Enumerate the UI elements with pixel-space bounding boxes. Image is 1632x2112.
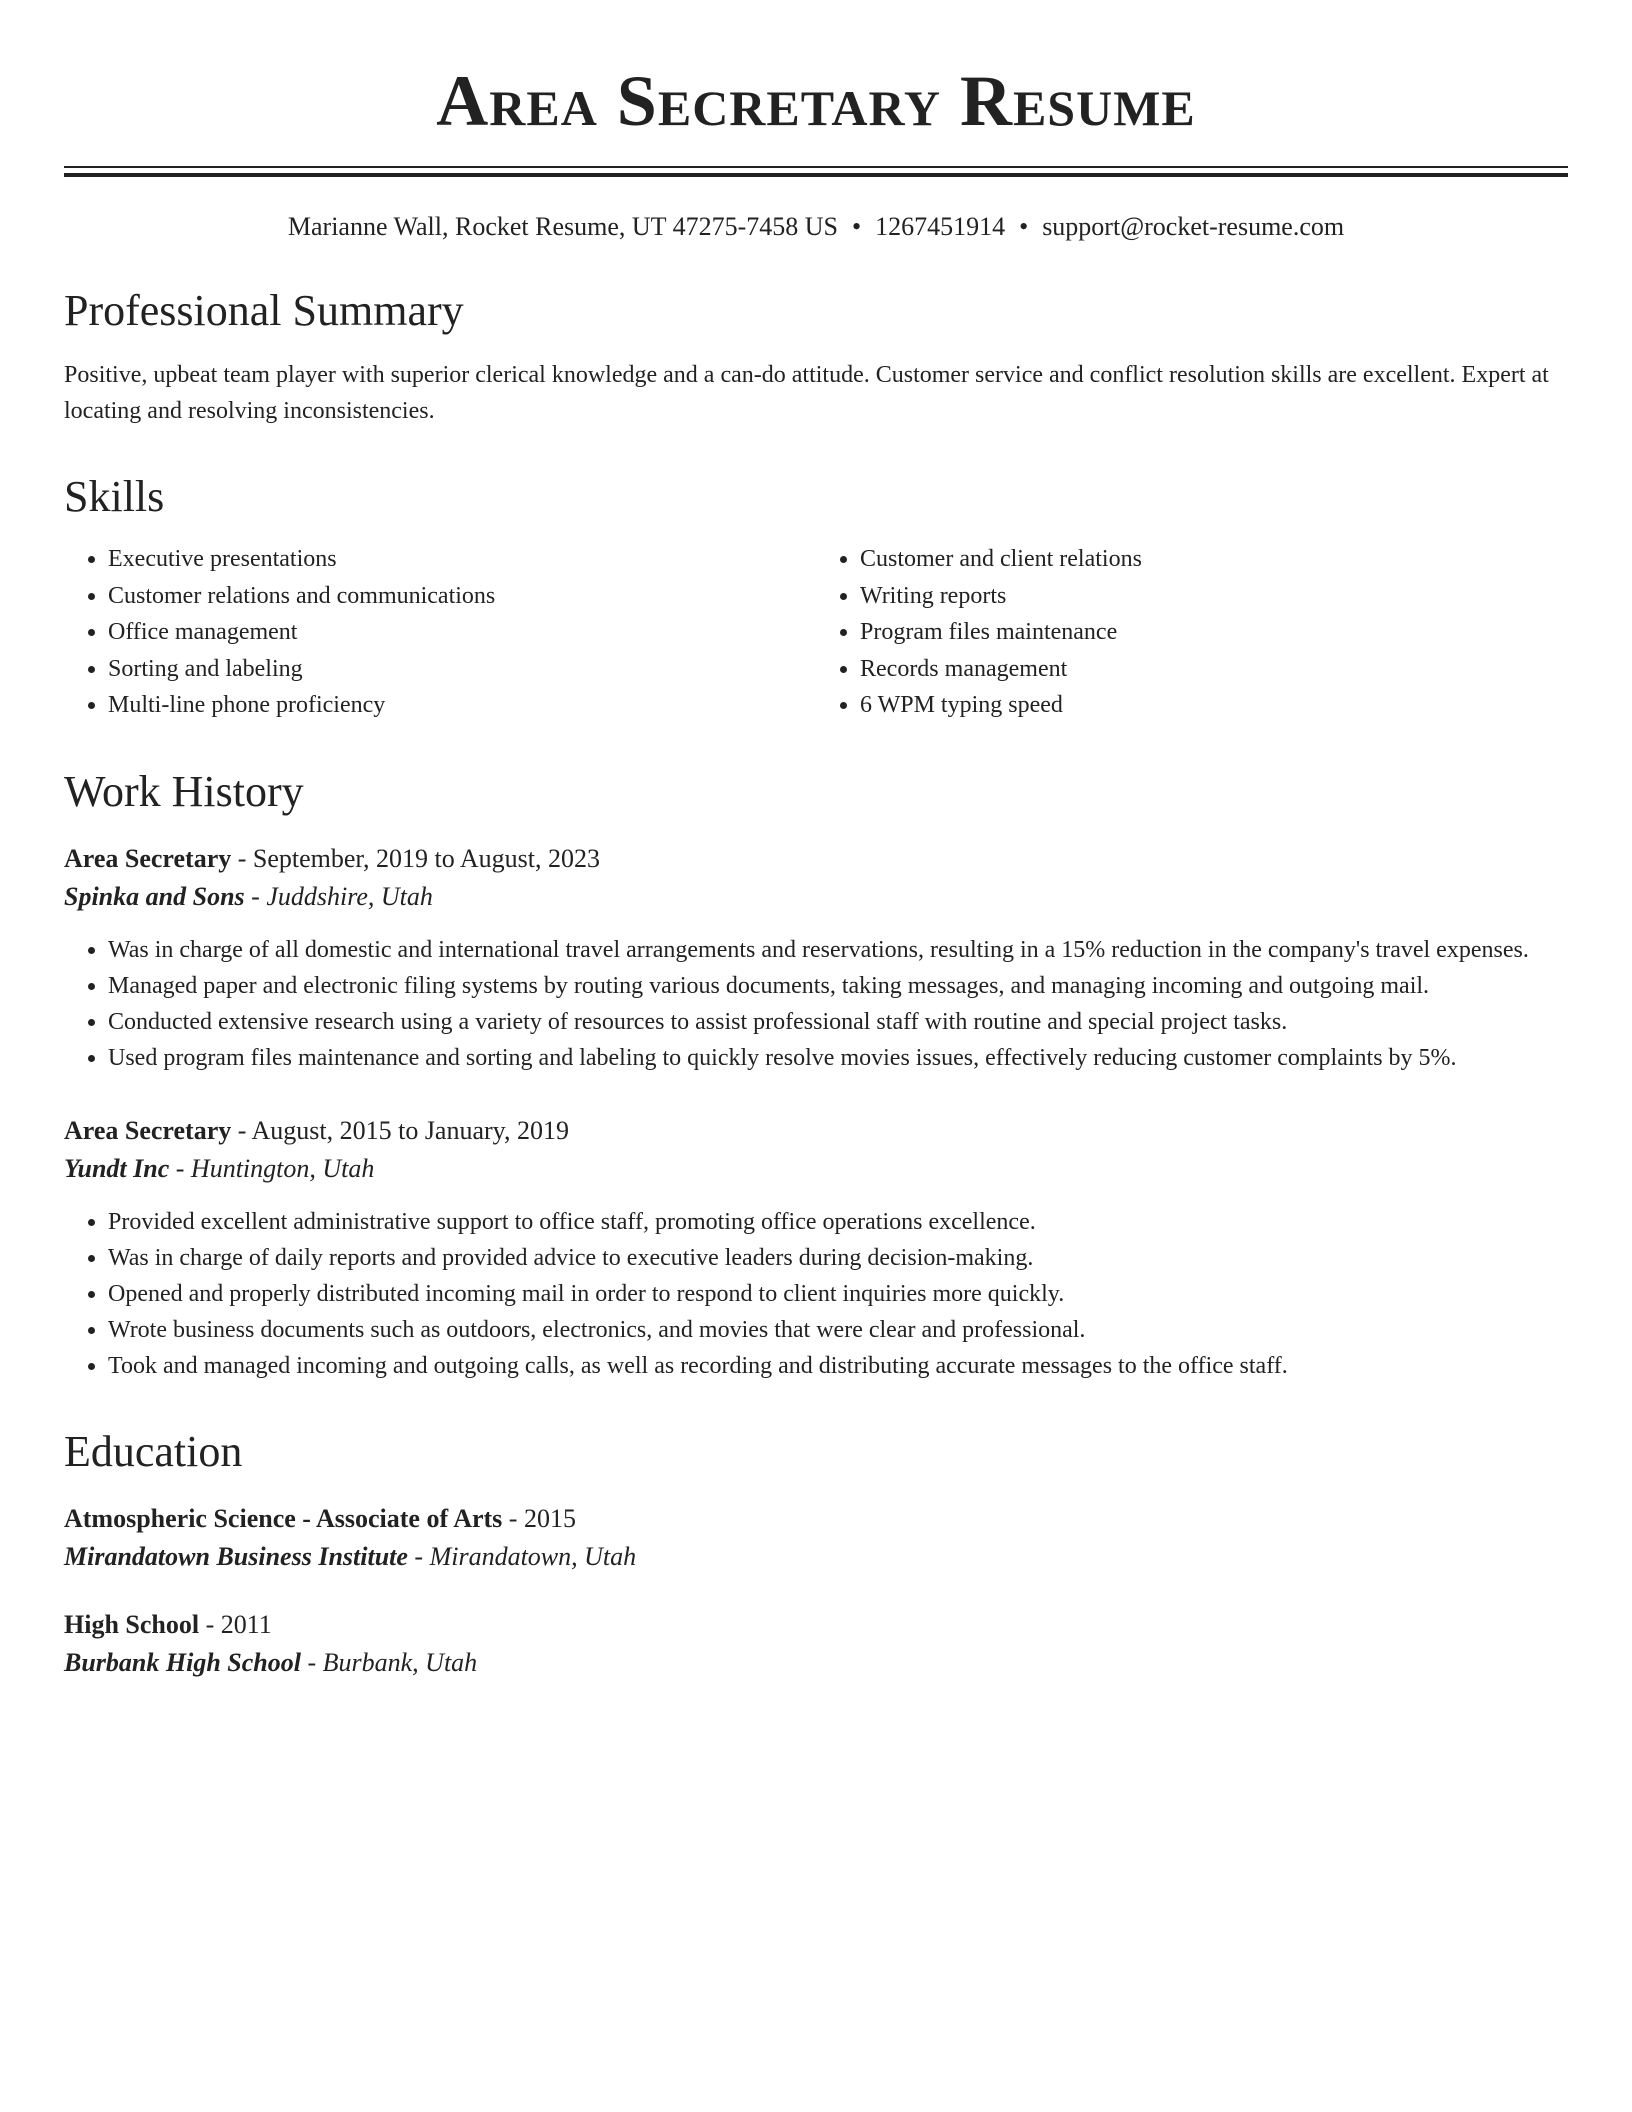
skill-item: • Writing reports bbox=[860, 578, 1568, 615]
summary-text: Positive, upbeat team player with superior clerical knowledge and a can-do attitude. Customer service and conflict resolution skills are excellent. Expert at locating and resolving inconsistencies. bbox=[64, 362, 1549, 424]
job-company-line bbox=[64, 1150, 1568, 1188]
job-location: - Huntington, Utah bbox=[169, 1153, 375, 1183]
job-dates: - September, 2019 to August, 2023 bbox=[231, 843, 600, 873]
work-history-heading: Work History bbox=[64, 766, 304, 816]
skill-item: • Customer and client relations bbox=[860, 541, 1568, 578]
skill-item: • Sorting and labeling bbox=[108, 651, 816, 688]
job-dates: - August, 2015 to January, 2019 bbox=[231, 1115, 569, 1145]
job-location: - Juddshire, Utah bbox=[244, 881, 433, 911]
education-school: Mirandatown Business Institute bbox=[64, 1541, 408, 1571]
skill-item: • Multi-line phone proficiency bbox=[108, 687, 816, 724]
education-degree-line bbox=[64, 1606, 1568, 1644]
education-year: - 2011 bbox=[199, 1609, 272, 1639]
job-bullet: • Was in charge of all domestic and international travel arrangements and reservations, resulting in a 15% reduction in the company's travel expenses. bbox=[108, 932, 1568, 968]
job-company: Yundt Inc bbox=[64, 1153, 170, 1183]
job-bullet: • Took and managed incoming and outgoing calls, as well as recording and distributing accurate messages to the office staff. bbox=[108, 1348, 1568, 1384]
skill-item: • Program files maintenance bbox=[860, 614, 1568, 651]
job-title: Area Secretary bbox=[64, 1115, 232, 1145]
contact-line bbox=[64, 211, 1568, 243]
contact-separator: • bbox=[851, 212, 862, 241]
education-heading: Education bbox=[64, 1426, 243, 1476]
job-bullet: • Was in charge of daily reports and provided advice to executive leaders during decision-making. bbox=[108, 1240, 1568, 1276]
education-school-line bbox=[64, 1644, 1568, 1682]
education-entry bbox=[64, 1606, 1568, 1682]
job-company-line bbox=[64, 878, 1568, 916]
contact-email: support@rocket-resume.com bbox=[1042, 212, 1345, 241]
education-location: - Mirandatown, Utah bbox=[407, 1541, 637, 1571]
job-bullet: • Opened and properly distributed incoming mail in order to respond to client inquiries more quickly. bbox=[108, 1276, 1568, 1312]
skills-list bbox=[64, 541, 1568, 724]
skills-column-right bbox=[816, 541, 1568, 724]
job-bullet: • Used program files maintenance and sorting and labeling to quickly resolve movies issues, effectively reducing customer complaints by 5%. bbox=[108, 1040, 1568, 1076]
job-entry bbox=[64, 840, 1568, 1076]
education-school: Burbank High School bbox=[64, 1647, 301, 1677]
skill-item: • Customer relations and communications bbox=[108, 578, 816, 615]
job-bullets bbox=[64, 1204, 1568, 1384]
skill-item: • Executive presentations bbox=[108, 541, 816, 578]
education-location: - Burbank, Utah bbox=[300, 1647, 478, 1677]
job-title: Area Secretary bbox=[64, 843, 232, 873]
education-degree: Atmospheric Science - Associate of Arts bbox=[64, 1503, 503, 1533]
job-title-line bbox=[64, 840, 1568, 878]
education-year: - 2015 bbox=[502, 1503, 576, 1533]
skill-item: • Records management bbox=[860, 651, 1568, 688]
job-entry bbox=[64, 1112, 1568, 1384]
job-bullet: • Conducted extensive research using a variety of resources to assist professional staff with routine and special project tasks. bbox=[108, 1004, 1568, 1040]
job-bullet: • Provided excellent administrative support to office staff, promoting office operations excellence. bbox=[108, 1204, 1568, 1240]
contact-phone: 1267451914 bbox=[875, 212, 1006, 241]
education-school-line bbox=[64, 1538, 1568, 1576]
job-bullets bbox=[64, 932, 1568, 1076]
title-divider bbox=[64, 166, 1568, 177]
skill-item: • 6 WPM typing speed bbox=[860, 687, 1568, 724]
contact-address: Marianne Wall, Rocket Resume, UT 47275-7458 US bbox=[287, 212, 838, 241]
job-company: Spinka and Sons bbox=[64, 881, 245, 911]
skill-item: • Office management bbox=[108, 614, 816, 651]
job-bullet: • Managed paper and electronic filing systems by routing various documents, taking messages, and managing incoming and outgoing mail. bbox=[108, 968, 1568, 1004]
page-title: Area Secretary Resume bbox=[436, 61, 1196, 141]
job-bullet: • Wrote business documents such as outdoors, electronics, and movies that were clear and professional. bbox=[108, 1312, 1568, 1348]
contact-separator: • bbox=[1019, 212, 1029, 241]
job-title-line bbox=[64, 1112, 1568, 1150]
skills-column-left bbox=[64, 541, 816, 724]
skills-heading: Skills bbox=[64, 472, 165, 521]
education-entry bbox=[64, 1500, 1568, 1576]
summary-heading: Professional Summary bbox=[64, 286, 464, 335]
education-degree-line bbox=[64, 1500, 1568, 1538]
education-degree: High School bbox=[64, 1609, 200, 1639]
